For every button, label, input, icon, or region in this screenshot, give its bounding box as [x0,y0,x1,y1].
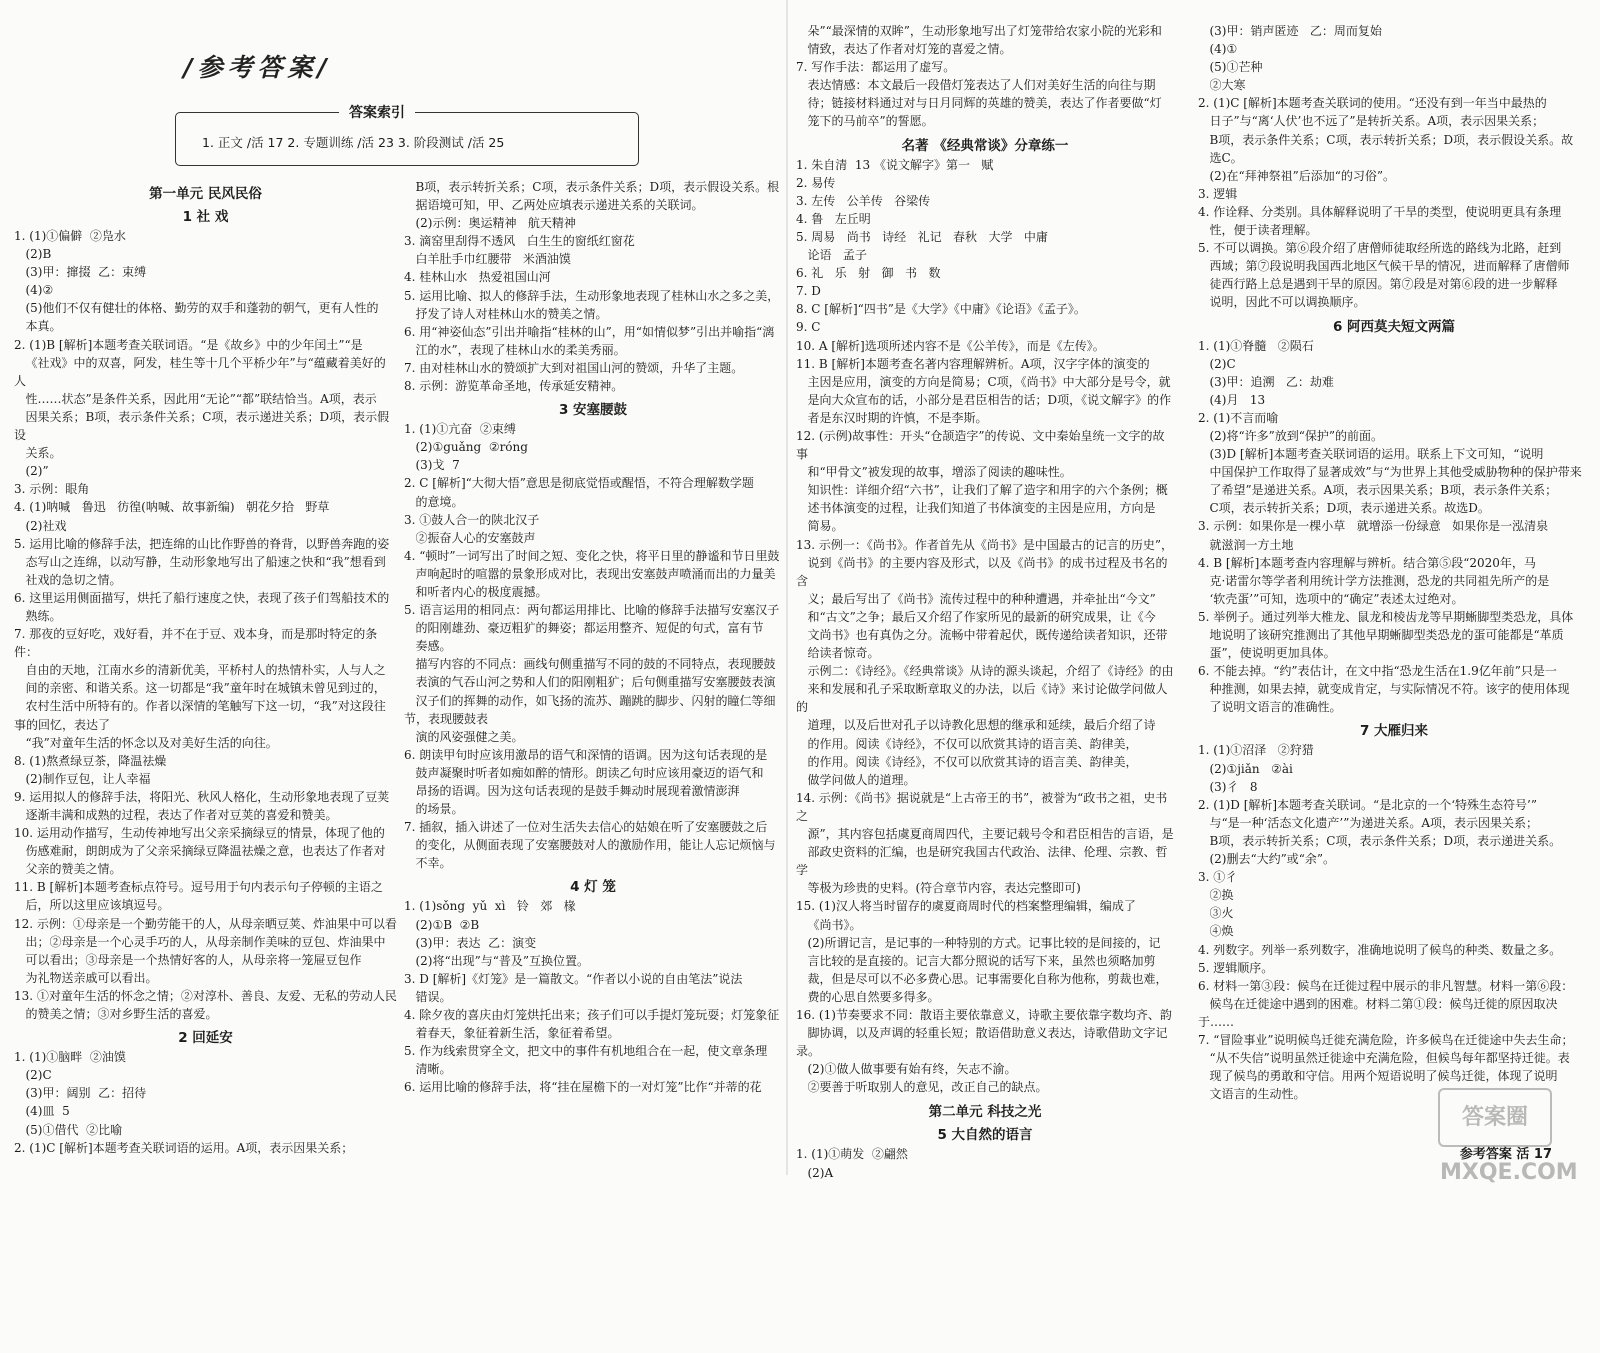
answer-line: 朵”“最深情的双眸”，生动形象地写出了灯笼带给农家小院的光彩和 [796,24,1162,38]
answer-line: 5. 周易 尚书 诗经 礼记 春秋 大学 中庸 [796,229,1048,244]
answer-line: 2. C [解析]“大彻大悟”意思是彻底觉悟或醒悟，不符合理解数学题 [404,476,754,491]
lesson-title: 7 大雁归来 [1359,723,1429,740]
answer-line: 后，所以这里应该填逗号。 [14,898,170,913]
answer-line: 白羊肚手巾红腰带 米酒油馍 [404,252,571,267]
answer-line: 4. 作诠释、分类别。具体解释说明了干旱的类型，使说明更具有条理 [1198,204,1562,219]
answer-line: 的场景。 [404,802,464,817]
answer-line: 9. 运用拟人的修辞手法，将阳光、秋风人格化，生动形象地表现了豆荚 [14,789,390,804]
answer-line: 昂扬的语调。因为这句话表现的是鼓手舞动时展现着激情澎湃 [404,784,740,798]
answer-line: 说到《尚书》的主要内容及形式，以及《尚书》的成书过程及书名的含 [796,555,1168,588]
column-1 [14,178,397,1353]
answer-line: 6. 用“神姿仙态”引出并喻指“桂林的山”，用“如情似梦”引出并喻指“漓 [404,324,775,339]
page-gutter [786,0,788,1175]
answer-line: ③火 [1198,906,1234,921]
answer-line: B项，表示转折关系；C项，表示条件关系；D项，表示假设关系。根 [404,180,780,194]
answer-line: “我”对童年生活的怀念以及对美好生活的向往。 [14,735,278,750]
answer-line: 7. 由对桂林山水的赞颂扩大到对祖国山河的赞颂，升华了主题。 [404,360,744,375]
answer-line: 的阳刚雄劲、豪迈粗犷的舞姿；都运用整齐、短促的句式，富有节 [404,621,764,636]
answer-line: 了希望”是递进关系。A项，表示因果关系；B项，表示条件关系； [1198,483,1558,498]
answer-line: (5)①借代 ②比喻 [14,1122,123,1137]
answer-line: 选C。 [1198,150,1243,165]
answer-line: ②振奋人心的安塞鼓声 [404,530,536,545]
answer-line: 声响起时的喧嚣的景象形成对比，表现出安塞鼓声喷涌而出的力量美 [404,566,776,581]
answer-line: 伤感难耐，朗朗成为了父亲采摘绿豆降温祛燥之意，也表达了作者对 [14,844,386,859]
answer-list [796,22,1174,131]
answer-list [1198,337,1590,717]
answer-line: 4. 列数字。列举一系列数字，准确地说明了候鸟的种类、数量之多。 [1198,942,1562,957]
answer-line: (2)在“拜神祭祖”后添加“的习俗”。 [1198,168,1395,183]
answer-line: 等极为珍贵的史料。(符合章节内容，表达完整即可) [796,881,1081,896]
answer-line: 3. 示例：如果你是一棵小草 就增添一份绿意 如果你是一泓清泉 [1198,519,1549,534]
answer-line: 5. 运用比喻的修辞手法，把连绵的山比作野兽的脊背，以野兽奔跑的姿 [14,536,390,551]
answer-line: 1. (1)①亢奋 ②束缚 [404,422,516,437]
answer-line: 7. 写作手法：都运用了虚写。 [796,60,956,75]
answer-line: 6. 材料一第③段：候鸟在迁徙过程中展示的非凡智慧。材料一第⑥段： [1198,978,1574,993]
column-4 [1198,22,1590,1197]
answer-line: 克·诺雷尔等学者利用统计学方法推测，恐龙的共同祖先所产的是 [1198,573,1550,588]
answer-line: 和“甲骨文”被发现的故事，增添了阅读的趣味性。 [796,465,1072,480]
lesson-title: 1 社 戏 [182,209,229,225]
answer-line: 笼下的马前卒”的誓愿。 [796,114,934,129]
right-page [796,0,1600,1185]
answer-line: 江的水”，表现了桂林山水的柔美秀丽。 [404,342,626,357]
answer-line: B项，表示转折关系；C项，表示条件关系；D项，表示递进关系。 [1198,833,1562,848]
answer-line: 义；最后写出了《尚书》流传过程中的种种遭遇，并牵扯出“今文” [796,591,1156,606]
answer-line: 5. 运用比喻、拟人的修辞手法，生动形象地表现了桂林山水之多之美， [404,288,780,303]
answer-line: (3)甲：撺掇 乙：束缚 [14,265,147,280]
answer-line: 1. (1)①脑畔 ②油馍 [14,1050,126,1065]
answer-line: (4)② [14,283,54,298]
lesson-title: 5 大自然的语言 [937,1127,1033,1144]
answer-line: 给读者惊奇。 [796,646,880,661]
answer-line: (3)甲：销声匿迹 乙：周而复始 [1198,24,1382,38]
answer-line: 6. 运用比喻的修辞手法，将“挂在屋檐下的一对灯笼”比作“并蒂的花 [404,1080,762,1095]
answer-line: 的作用。阅读《诗经》，不仅可以欣赏其诗的语言美、韵律美， [796,754,1138,769]
answer-line: 1. (1)①沼泽 ②狩猎 [1198,743,1314,758]
answer-line: 关系。 [14,446,62,461]
answer-line: 着春天，象征着新生活，象征着希望。 [404,1026,620,1041]
answer-line: 本真。 [14,319,62,334]
answer-line: 待；链接材料通过对与日月同辉的英雄的赞美，表达了作者要做“灯 [796,96,1162,111]
answer-line: 逐渐丰满和成熟的过程，表达了作者对豆荚的喜爱和赞美。 [14,808,338,822]
answer-line: 的赞美之情；③对乡野生活的喜爱。 [14,1007,218,1022]
answer-line: 15. (1)汉人将当时留存的虞夏商周时代的档案整理编辑，编成了 [796,899,1136,914]
answer-line: 2. (1)C [解析]本题考查关联词语的运用。A项，表示因果关系； [14,1140,354,1155]
watermark-logo: 答案圈 MXQE.COM [1438,1088,1552,1147]
answer-line: 西域；第⑦段说明我国西北地区气候干旱的情况，进而解释了唐僧师 [1198,259,1570,274]
answer-line: 者是东汉时期的许慎，不是李斯。 [796,410,988,425]
answer-line: 出；②母亲是一个心灵手巧的人，从母亲制作美味的豆包、炸油果中 [14,934,386,949]
answer-line: 的作用。阅读《诗经》，不仅可以欣赏其诗的语言美、韵律美， [796,736,1138,751]
answer-line: 费的心思自然要多得多。 [796,989,940,1004]
answer-line: 6. 朗读甲句时应该用激昂的语气和深情的语调。因为这句话表现的是 [404,747,768,762]
answer-line: 4. “顿时”一词写出了时间之短、变化之快，将平日里的静谧和节日里鼓 [404,548,780,563]
answer-index-box [175,105,639,166]
answer-line: 了说明文语言的准确性。 [1198,700,1342,715]
answer-line: 蛋”，使说明更加具体。 [1198,646,1336,661]
left-page [0,0,782,1175]
lesson-title: 3 安塞腰鼓 [558,402,628,419]
classic-heading: 名著 《经典常谈》分章练一 [901,137,1069,154]
answer-line: (3)甲：阔别 乙：招待 [14,1086,147,1101]
answer-line: 性……状态”是条件关系，因此用“无论”“都”联结恰当。A项，表示 [14,391,377,406]
answer-line: 就滋润一方土地 [1198,537,1294,552]
answer-list [796,1145,1174,1181]
answer-line: 道理，以及后世对孔子以诗教化思想的继承和延续，最后介绍了诗 [796,718,1156,733]
answer-line: 5. 举例子。通过列举大椎龙、鼠龙和棱齿龙等早期蜥脚型类恐龙，具体 [1198,609,1574,624]
answer-line: 2. (1)B [解析]本题考查关联词语。“是《故乡》中的少年闰土”“是 [14,337,363,352]
answer-line: 演的风姿强健之美。 [404,729,524,744]
answer-line: 社戏的急切之情。 [14,572,122,587]
answer-line: 3. D [解析]《灯笼》是一篇散文。“作者以小说的自由笔法”说法 [404,971,743,986]
answer-line: 4. 除夕夜的喜庆由灯笼烘托出来；孩子们可以手提灯笼玩耍；灯笼象征 [404,1008,780,1023]
answer-line: ②大寒 [1198,78,1246,93]
answer-line: 7. 那夜的豆好吃，戏好看，并不在于豆、戏本身，而是那时特定的条件： [14,627,378,660]
answer-line: 清晰。 [404,1062,452,1077]
answer-line: 和“古文”之争；最后又介绍了作家所见的最新的研究成果，让《今 [796,609,1156,624]
answer-line: 表演的气吞山河之势和人们的阳刚粗犷；后句侧重描写安塞腰鼓表演 [404,675,776,690]
answer-line: 言比较的是直接的。记言大都分照说的话写下来，虽然也须略加剪 [796,953,1156,968]
answer-line: 6. 这里运用侧面描写，烘托了船行速度之快，表现了孩子们驾船技术的 [14,590,390,605]
answer-line: (2)B [14,247,52,262]
answer-line: 地说明了该研究推测出了其他早期蜥脚型类恐龙的蛋可能都是“革质 [1198,628,1564,642]
answer-line: 7. 插叙，插入讲述了一位对生活失去信心的姑娘在听了安塞腰鼓之后 [404,820,768,835]
answer-line: (2)示例：奥运精神 航天精神 [404,216,576,231]
answer-line: 部政史资料的汇编，也是研究我国古代政治、法律、伦理、宗教、哲学 [796,845,1168,878]
answer-line: ‘软壳蛋’”可知，选项中的“确定”表述太过绝对。 [1198,591,1464,606]
lesson-title: 2 回延安 [178,1030,233,1047]
answer-line: 自由的天地，江南水乡的清新优美，平桥村人的热情朴实，人与人之 [14,663,386,678]
answer-line: 3. 示例：眼角 [14,482,90,497]
unit-heading: 第二单元 科技之光 [928,1104,1042,1121]
answer-line: 农村生活中所特有的。作者以深情的笔触写下这一切，“我”对这段往事的回忆，表达了 [14,699,386,732]
answer-line: 13. 示例一：《尚书》。作者首先从《尚书》是中国最古的记言的历史”， [796,537,1174,552]
answer-line: (3)D [解析]本题考查关联词语的运用。联系上下文可知，“说明 [1198,447,1544,462]
answer-line: 3. 逻辑 [1198,186,1238,201]
answer-line: (3)戈 7 [404,458,460,473]
answer-line: 徒西行路上总是遇到干旱的原因。第⑦段是对第⑥段的进一步解释 [1198,277,1558,292]
answer-line: ②要善于听取别人的意见，改正自己的缺点。 [796,1080,1048,1095]
answer-line: 1. (1)①脊髓 ②陨石 [1198,338,1314,353]
answer-line: 文语言的生动性。 [1198,1087,1306,1102]
answer-line: 述书体演变的过程，让我们知道了书体演变的主因是应用，方向是 [796,501,1156,516]
answer-line: 错误。 [404,989,452,1004]
answer-line: 13. ①对童年生活的怀念之情；②对淳朴、善良、友爱、无私的劳动人民 [14,988,397,1003]
answer-line: 文尚书》也有真伪之分。流畅中带着起伏，既传递给读者知识，还带 [796,628,1168,642]
answer-line: (3)彳 8 [1198,779,1258,794]
answer-line: 种推测，如果去掉，就变成肯定，与实际情况不符。该字的使用体现 [1198,682,1570,697]
answer-line: 6. 礼 乐 射 御 书 数 [796,266,941,281]
answer-line: 做学问做人的道理。 [796,772,916,787]
page-title: /参考答案/ [183,53,332,82]
answer-line: 14. 示例：《尚书》据说就是“上古帝王的书”，被誉为“政书之祖，史书之 [796,790,1168,823]
answer-line: 1. (1)①偏僻 ②凫水 [14,229,126,243]
answer-line: (2)A [796,1165,834,1180]
answer-line: “从不失信”说明虽然迁徙途中充满危险，但候鸟每年都坚持迁徙。表 [1198,1051,1570,1066]
answer-line: 描写内容的不同点：画线句侧重描写不同的鼓的不同特点，表现腰鼓 [404,657,776,672]
answer-line: 8. (1)熬煮绿豆茶，降温祛燥 [14,753,167,768]
answer-line: 表达情感：本文最后一段借灯笼表达了人们对美好生活的向往与期 [796,78,1156,93]
answer-line: (2)①jiǎn ②ài [1198,761,1293,776]
column-2 [404,178,782,1353]
answer-line: 熟练。 [14,608,62,623]
answer-line: 3. ①鼓人合一的陕北汉子 [404,512,540,527]
answer-line: ④焕 [1198,924,1234,939]
lesson-title: 4 灯 笼 [570,879,616,896]
answer-line: (3)甲：表达 乙：演变 [404,935,537,950]
answer-line: 8. 示例：游览革命圣地，传承延安精神。 [404,379,624,394]
answer-list [1198,741,1590,1103]
answer-line: 据语境可知，甲、乙两处应填表示递进关系的关联词。 [404,198,704,213]
answer-line: 7. “冒险事业”说明候鸟迁徙充满危险，许多候鸟在迁徙途中失去生命； [1198,1032,1574,1047]
answer-line: 脚协调，以及声调的轻重长短；散语借助意义表达，诗歌借助文字记录。 [796,1026,1168,1059]
answer-line: 的变化，从侧面表现了安塞腰鼓对人的激励作用，能让人忘记烦恼与 [404,838,776,853]
answer-line: 源”，其内容包括虞夏商周四代，主要记载号令和君臣相告的言语，是 [796,827,1174,842]
answer-line: 5. 不可以调换。第⑥段介绍了唐僧师徒取经所选的路线为北路，赶到 [1198,241,1562,256]
answer-line: 11. B [解析]本题考查名著内容理解辨析。A项，汉字字体的演变的 [796,356,1150,371]
answer-line: (2)制作豆包，让人幸福 [14,771,151,786]
answer-line: 3. 滴窑里刮得不透风 白生生的窗纸红窗花 [404,234,635,249]
answer-line: 1. (1)①萌发 ②翩然 [796,1147,908,1162]
answer-line: 5. 作为线索贯穿全文，把文中的事件有机地组合在一起，使文章条理 [404,1044,768,1059]
answer-line: (2)将“出现”与“普及”互换位置。 [404,953,589,968]
answer-line: 1. (1)sǒng yǔ xì 铃 郊 椽 [404,899,576,914]
answer-line: 父亲的赞美之情。 [14,862,122,877]
answer-line: 3. 左传 公羊传 谷梁传 [796,193,931,208]
lesson-title: 6 阿西莫夫短文两篇 [1332,318,1456,335]
answer-line: 7. D [796,284,821,299]
answer-line: 可以看出；③母亲是一个热情好客的人，从母亲将一笼屉豆包作 [14,952,362,967]
answer-line: 11. B [解析]本题考查标点符号。逗号用于句内表示句子停顿的主语之 [14,880,383,895]
answer-line: 《社戏》中的双喜，阿发，桂生等十几个平桥少年”与“蕴藏着美好的人 [14,355,386,388]
answer-line: 不幸。 [404,856,452,871]
answer-line: 4. B [解析]本题考查内容理解与辨析。结合第⑤段“2020年，马 [1198,555,1536,570]
answer-line: 1. 朱自清 13 《说文解字》第一 赋 [796,157,994,172]
answer-line: 态写山之连绵，以动写静，生动形象地写出了船速之快和“我”想看到 [14,554,386,569]
answer-line: 情致，表达了作者对灯笼的喜爱之情。 [796,42,1012,57]
answer-line: (4)月 13 [1198,392,1266,407]
answer-line: 中国保护工作取得了显著成效”与“为世界上其他受威胁物种的保护带来 [1198,465,1582,480]
answer-line: (2)将“许多”放到“保护”的前面。 [1198,428,1383,443]
answer-line: 论语 孟子 [796,248,867,263]
answer-line: 间的亲密、和谐关系。这一切都是“我”童年时在城镇未曾见到过的， [14,681,386,696]
answer-line: 鼓声凝聚时听者如痴如醉的情形。朗读乙句时应该用豪迈的语气和 [404,765,764,780]
answer-line: (2)①做人做事要有始有终，矢志不渝。 [796,1062,1017,1077]
answer-line: C项，表示转折关系；D项，表示递进关系。故选D。 [1198,501,1490,516]
answer-line: (2)C [14,1068,52,1083]
answer-list [404,420,782,872]
answer-line: (3)甲：追溯 乙：劫难 [1198,374,1334,389]
answer-list [1198,22,1590,312]
answer-line: 4. (1)呐喊 鲁迅 彷徨(呐喊、故事新编) 朝花夕拾 野草 [14,500,330,515]
answer-line: 12. (示例)故事性：开头“仓颉造字”的传说、文中秦始皇统一文字的故事 [796,428,1165,462]
answer-line: (2)删去“大约”或“余”。 [1198,852,1335,867]
answer-list [404,897,782,1096]
answer-list [14,1048,397,1157]
answer-line: 抒发了诗人对桂林山水的赞美之情。 [404,306,608,321]
answer-line: 汉子们的挥舞的动作，如飞扬的流苏、蹦跳的脚步、闪射的瞳仁等细节，表现腰鼓表 [404,693,776,726]
answer-line: (2)①B ②B [404,917,480,932]
answer-line: 4. 桂林山水 热爱祖国山河 [404,270,551,285]
answer-list [404,178,782,395]
answer-line: 《尚书》。 [796,917,862,932]
answer-line: 与“是一种‘活态文化遗产’”为递进关系。A项，表示因果关系； [1198,815,1539,830]
answer-line: (4)① [1198,42,1238,57]
answer-line: 是向大众宣布的话，小部分是君臣相告的话；D项，《说文解字》的作 [796,392,1172,407]
answer-line: 和听者内心的极度震撼。 [404,584,548,599]
answer-line: 6. 不能去掉。“约”表估计，在文中指“恐龙生活在1.9亿年前”只是一 [1198,664,1557,679]
answer-line: 8. C [解析]“四书”是《大学》《中庸》《论语》《孟子》。 [796,302,1086,317]
answer-line: 日子”与“离‘人伏’也不远了”是转折关系。A项，表示因果关系； [1198,114,1545,129]
answer-line: (5)他们不仅有健壮的体格、勤劳的双手和蓬勃的朝气，更有人性的 [14,301,379,316]
answer-line: 5. 语言运用的相同点：两句都运用排比、比喻的修辞手法描写安塞汉子 [404,603,780,618]
answer-index-title: 答案索引 [339,102,415,122]
answer-line: 知识性：详细介绍“六书”，让我们了解了造字和用字的六个条例；概 [796,483,1168,498]
answer-line: (2)所谓记言，是记事的一种特别的方式。记事比较的是间接的，记 [796,935,1161,950]
answer-line: (2)C [1198,356,1236,371]
answer-list [796,789,1174,1097]
answer-line: 说明，因此不可以调换顺序。 [1198,295,1366,310]
answer-line: 2. 易传 [796,175,836,190]
answer-line: 10. A [解析]选项所述内容不是《公羊传》，而是《左传》。 [796,338,1105,353]
column-3 [796,22,1174,1197]
answer-line: ②换 [1198,888,1234,903]
answer-line: (2)①guǎng ②róng [404,440,528,455]
answer-line: 2. (1)不言而喻 [1198,410,1279,425]
answer-line: 2. (1)D [解析]本题考查关联词。“是北京的一个‘特殊生态符号’” [1198,797,1537,812]
answer-line: 主因是应用，演变的方向是简易；C项，《尚书》中大部分是号令，就 [796,374,1171,389]
answer-line: 的意境。 [404,494,464,509]
answer-line: 因果关系；B项，表示条件关系；C项，表示递进关系；D项，表示假设 [14,409,390,443]
answer-line: 裁，但是尽可以不必多费心思。记事需要化自称为他称，剪裁也难， [796,971,1168,986]
answer-line: 4. 鲁 左丘明 [796,211,871,226]
answer-line: 12. 示例：①母亲是一个勤劳能干的人，从母亲晒豆荚、炸油果中可以看 [14,916,397,931]
answer-list [14,227,397,1023]
answer-line: 候鸟在迁徙途中遇到的困难。材料二第①段：候鸟迁徙的原因取决于…… [1198,996,1558,1029]
answer-line: 为礼物送亲戚可以看出。 [14,970,158,985]
answer-line: (2)社戏 [14,518,67,533]
answer-line: 示例二：《诗经》。《经典常谈》从诗的源头谈起，介绍了《诗经》的由 [796,664,1174,679]
answer-line: 来和发展和孔子采取断章取义的办法，以后《诗》来讨论做学问做人的 [796,682,1168,715]
answer-line: 10. 运用动作描写，生动传神地写出父亲采摘绿豆的情景，体现了他的 [14,826,385,841]
answer-line: (5)①芒种 [1198,60,1263,75]
answer-line: 性，便于读者理解。 [1198,223,1318,238]
answer-line: 9. C [796,320,821,335]
page-footer: 参考答案 活 17 [1459,1147,1552,1162]
answer-line: 3. ①彳 [1198,870,1238,885]
answer-line: 简易。 [796,519,844,534]
answer-list [796,156,1174,789]
answer-line: 16. (1)节奏要求不同：散语主要依靠意义，诗歌主要依靠字数均齐、韵 [796,1007,1172,1022]
answer-line: 奏感。 [404,639,452,654]
answer-line: (4)皿 5 [14,1104,70,1119]
answer-line: B项，表示条件关系；C项，表示转折关系；D项，表示假设关系。故 [1198,132,1574,147]
answer-line: 现了候鸟的勇敢和守信。用两个短语说明了候鸟迁徙，体现了说明 [1198,1069,1558,1084]
answer-line: 5. 逻辑顺序。 [1198,960,1274,975]
answer-index-line: 1. 正文 /活 17 2. 专题训练 /活 23 3. 阶段测试 /活 25 [202,135,505,150]
answer-line: 2. (1)C [解析]本题考查关联词的使用。“还没有到一年当中最热的 [1198,96,1547,111]
unit-heading: 第一单元 民风民俗 [149,186,262,202]
answer-line: (2)” [14,464,49,479]
